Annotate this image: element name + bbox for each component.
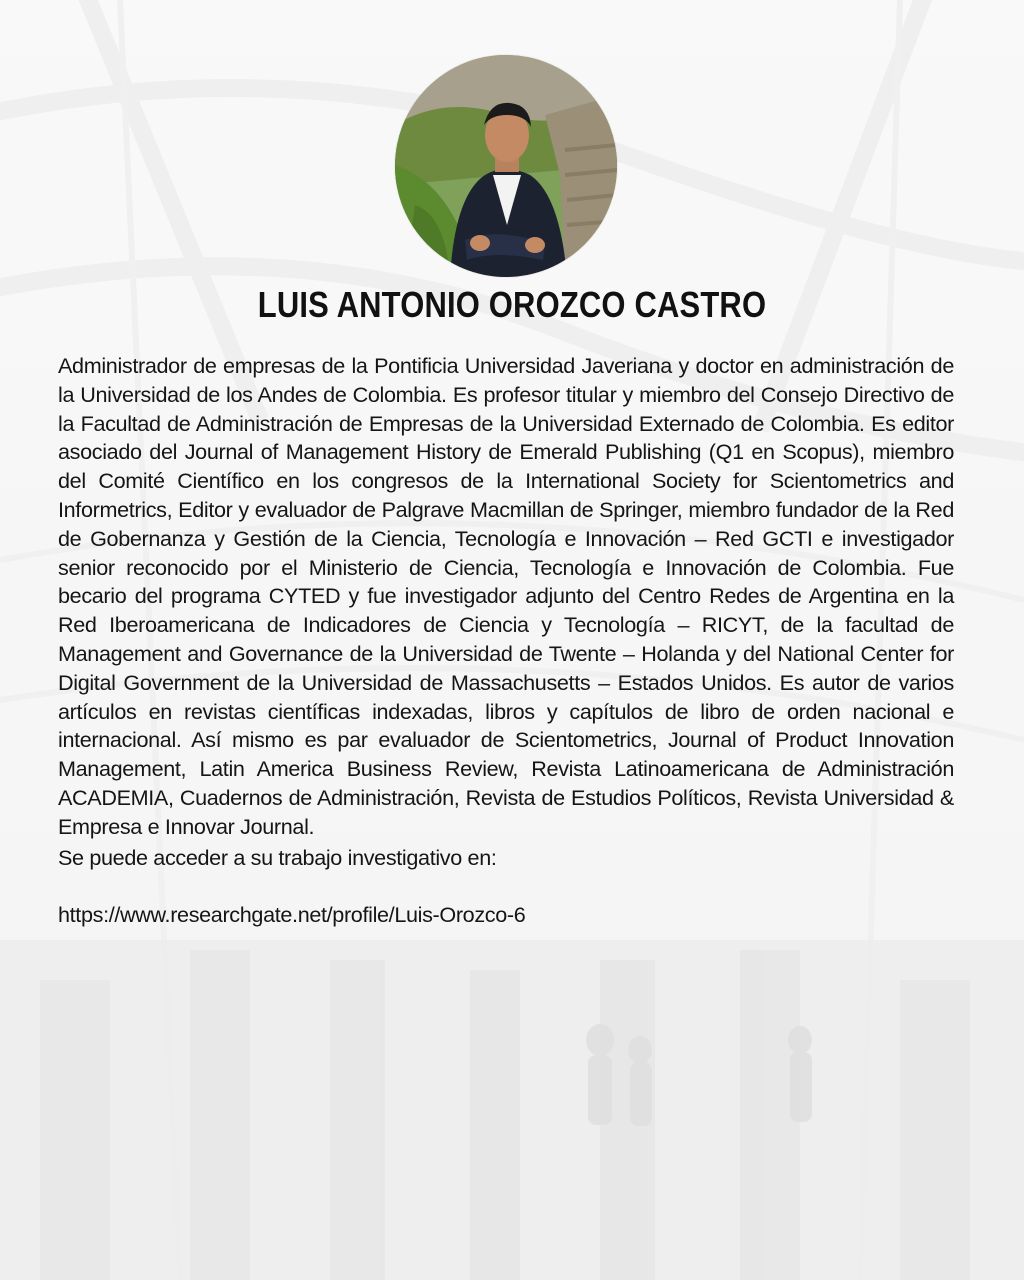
biography-text: Administrador de empresas de la Pontificia Universidad Javeriana y doctor en administración de la Universidad de los Andes de Colombia. Es profesor titular y miembro del Consejo Directivo de la Facultad de Administración de Empresas de la Universidad Externado de Colombia. Es editor asociado del Journal of Management History de Emerald Publishing (Q1 en Scopus), miembro del Comité Científico en los congresos de la International Society for Scientometrics and Informetrics, Editor y evaluador de Palgrave Macmillan de Springer, miembro fundador de la Red de Gobernanza y Gestión de la Ciencia, Tecnología e Innovación – Red GCTI e investigador senior reconocido por el Ministerio de Ciencia, Tecnología e Innovación de Colombia. Fue becario del programa CYTED y fue investigador adjunto del Centro Redes de Argentina en la Red Iberoamericana de Indicadores de Ciencia y Tecnología – RICYT, de la facultad de Management and Governance de la Universidad de Twente – Holanda y del National Center for Digital Government de la Universidad de Massachusetts – Estados Unidos. Es autor de varios artículos en revistas científicas indexadas, libros y capítulos de libro de orden nacional e internacional. Así mismo es par evaluador de Scientometrics, Journal of Product Innovation Management, Latin America Business Review, Revista Latinoamericana de Administración ACADEMIA, Cuadernos de Administración, Revista de Estudios Políticos, Revista Universidad & Empresa e Innovar Journal.	[58, 353, 954, 839]
person-name: LUIS ANTONIO OROZCO CASTRO	[257, 284, 767, 325]
research-access-text: Se puede acceder a su trabajo investigativo en:	[58, 845, 497, 870]
researchgate-link[interactable]: https://www.researchgate.net/profile/Luis-Orozco-6	[58, 902, 526, 927]
profile-photo	[395, 55, 617, 277]
